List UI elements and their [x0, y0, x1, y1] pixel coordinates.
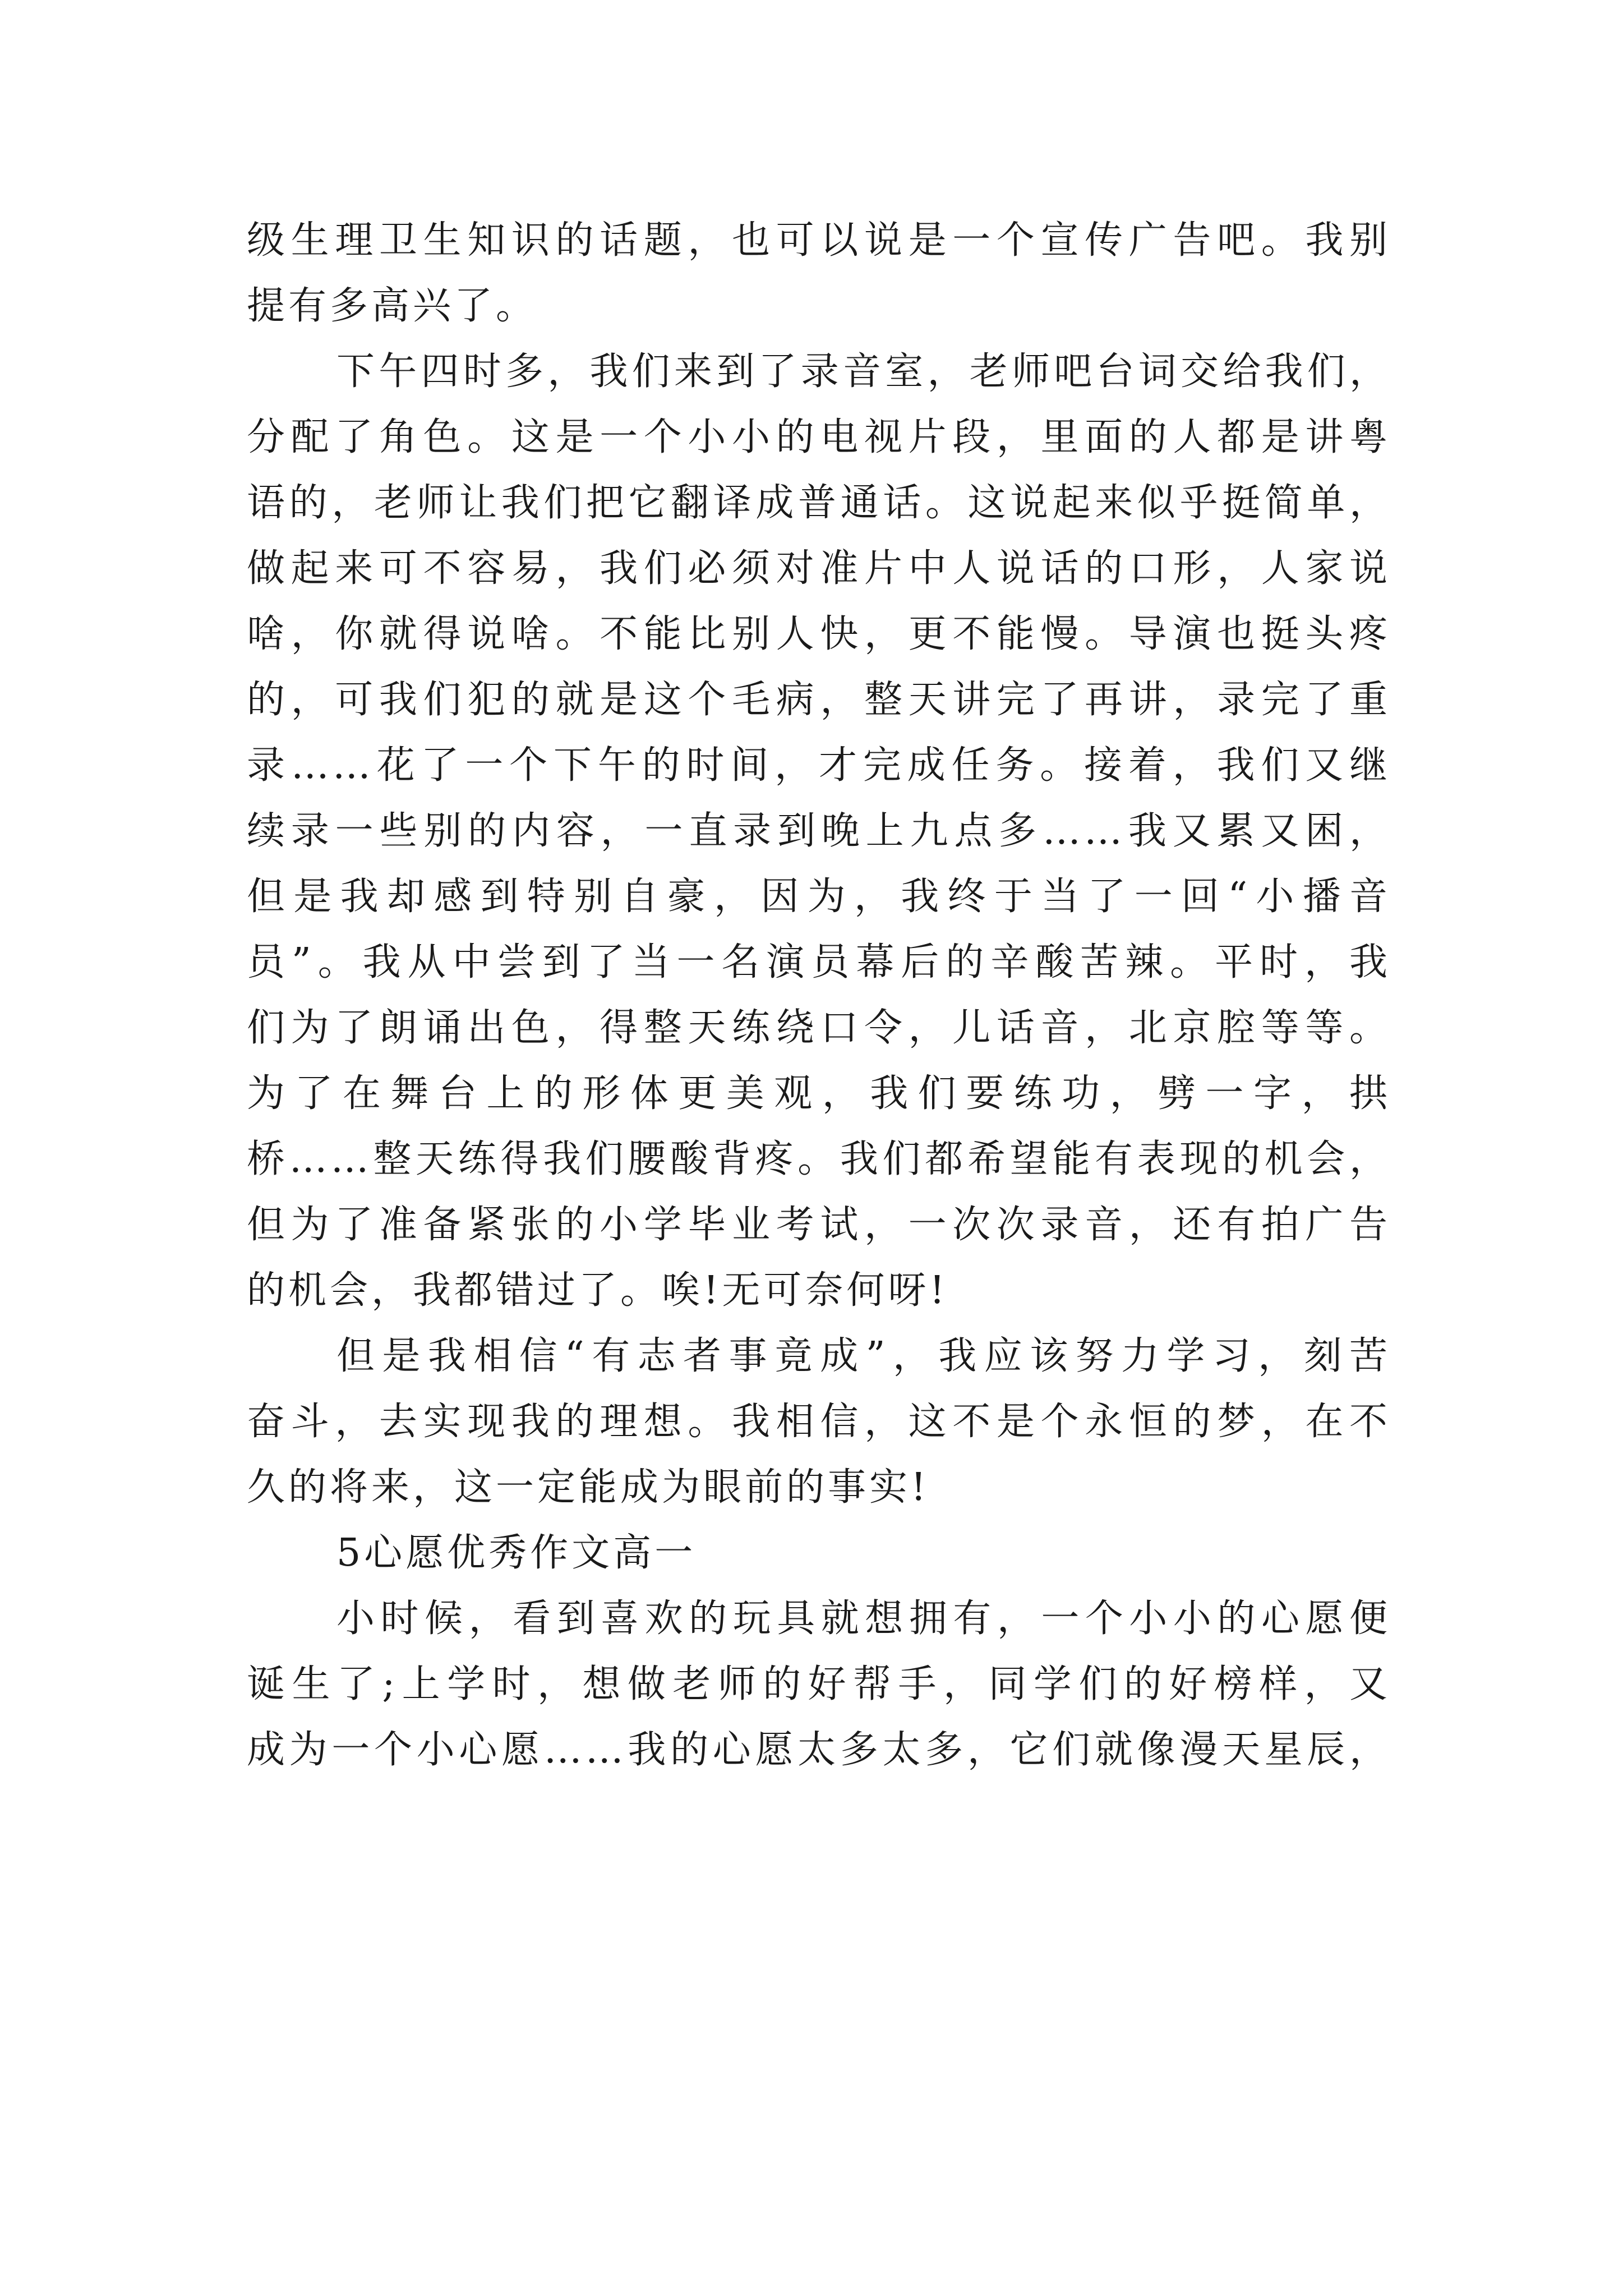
text-line: 续录一些别的内容，一直录到晚上九点多……我又累又困，: [247, 809, 1391, 853]
text-line: 啥，你就得说啥。不能比别人快，更不能慢。导演也挺头疼: [247, 612, 1391, 656]
text-line: 员”。我从中尝到了当一名演员幕后的辛酸苦辣。平时，我: [247, 940, 1391, 984]
text-line: 但是我相信“有志者事竟成”，我应该努力学习，刻苦: [336, 1334, 1391, 1378]
text-line: 成为一个小心愿……我的心愿太多太多，它们就像漫天星辰，: [247, 1728, 1391, 1772]
text-line: 语的，老师让我们把它翻译成普通话。这说起来似乎挺简单，: [247, 481, 1391, 525]
text-line: 但是我却感到特别自豪，因为，我终于当了一回“小播音: [247, 875, 1391, 919]
body-text: [247, 208, 1391, 1783]
text-line: 做起来可不容易，我们必须对准片中人说话的口形，人家说: [247, 546, 1391, 591]
text-line: 桥……整天练得我们腰酸背疼。我们都希望能有表现的机会，: [247, 1137, 1391, 1181]
text-line: 但为了准备紧张的小学毕业考试，一次次录音，还有拍广告: [247, 1203, 1391, 1247]
text-line: 级生理卫生知识的话题，也可以说是一个宣传广告吧。我别: [247, 218, 1391, 263]
text-line: 们为了朗诵出色，得整天练绕口令，儿话音，北京腔等等。: [247, 1006, 1391, 1050]
text-line: 下午四时多，我们来到了录音室，老师吧台词交给我们，: [336, 349, 1391, 394]
text-line: 奋斗，去实现我的理想。我相信，这不是个永恒的梦，在不: [247, 1400, 1391, 1444]
text-line: 为了在舞台上的形体更美观，我们要练功，劈一字，拱: [247, 1071, 1391, 1116]
section-heading: 5心愿优秀作文高一: [336, 1531, 697, 1575]
text-line: 的，可我们犯的就是这个毛病，整天讲完了再讲，录完了重: [247, 678, 1391, 722]
text-line: 小时候，看到喜欢的玩具就想拥有，一个小小的心愿便: [336, 1596, 1391, 1641]
text-line: 久的将来，这一定能成为眼前的事实!: [247, 1465, 930, 1510]
text-line: 诞生了;上学时，想做老师的好帮手，同学们的好榜样，又: [247, 1662, 1391, 1706]
text-line: 的机会，我都错过了。唉!无可奈何呀!: [247, 1268, 948, 1313]
text-line: 分配了角色。这是一个小小的电视片段，里面的人都是讲粤: [247, 415, 1391, 459]
text-line: 录……花了一个下午的时间，才完成任务。接着，我们又继: [247, 743, 1391, 788]
text-line: 提有多高兴了。: [247, 284, 538, 328]
